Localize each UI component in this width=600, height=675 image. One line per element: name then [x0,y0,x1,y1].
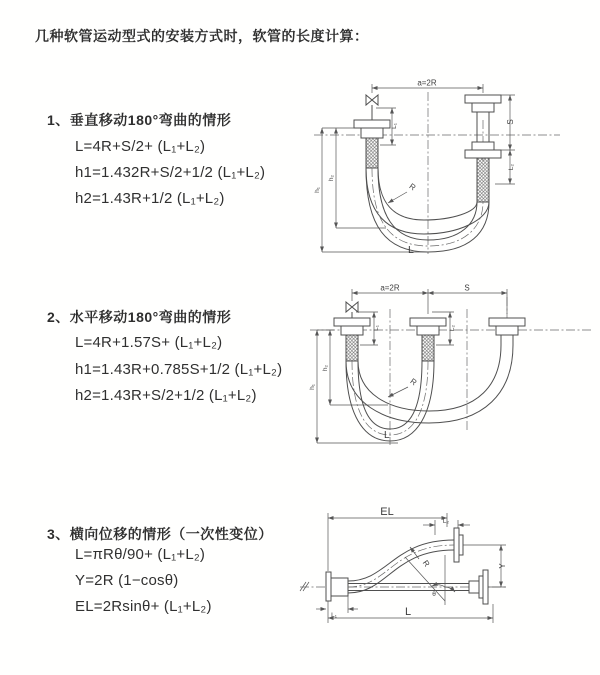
dim-label-r: R [408,376,419,388]
dim-label-y: Y [498,563,507,569]
section-3-formula-Y: Y=2R (1−cosθ) [75,572,179,589]
valve-icon [366,95,378,120]
hose-braid [366,138,378,168]
dim-label-h2: h₂ [328,174,335,182]
section-1-heading: 1、垂直移动180°弯曲的情形 [47,112,232,128]
hose-u-curves [366,168,489,252]
section-2-formula-L: L=4R+1.57S+ (L₁+L₂) [75,334,223,351]
dim-label-h2: h₂ [322,364,329,372]
break-mark [300,582,309,591]
dimension-l [328,601,493,623]
hose-braid [346,335,358,361]
section-1-formula-h2: h2=1.43R+1/2 (L₁+L₂) [75,190,225,207]
page-title: 几种软管运动型式的安装方式时，软管的长度计算： [35,28,369,44]
upper-right-flange [454,528,463,562]
dim-label-a2r: a=2R [380,283,400,293]
section-3-formula-EL: EL=2Rsinθ+ (L₁+L₂) [75,598,212,615]
diagram-lateral-displacement [292,497,530,649]
valve-icon [346,302,358,318]
dimension-a2r [372,79,483,94]
dimension-a2r [352,284,507,315]
radius-callout [388,182,418,203]
lower-right-flange [469,570,488,604]
dim-label-el: EL [380,506,394,518]
centerlines [314,92,560,254]
section-2-formula-h2: h2=1.43R+S/2+1/2 (L₁+L₂) [75,387,257,404]
section-3-formula-L: L=πRθ/90+ (L₁+L₂) [75,546,206,563]
diagram-horizontal-180-bend [306,281,598,457]
dim-label-l1: L₁ [331,612,337,619]
right-pipe-flange [465,95,501,202]
left-flange [326,572,348,601]
middle-pipe-flange [410,318,446,361]
dim-label-s: S [506,119,515,125]
dimension-l2 [423,518,470,535]
dimension-s [501,95,515,150]
dim-label-l: L [408,244,414,256]
diagram-vertical-180-bend [310,76,582,260]
dim-label-s: S [464,283,470,293]
dim-label-r: R [407,181,418,193]
dimension-s [428,284,507,294]
left-pipe-flange [354,120,390,168]
section-3-heading: 3、横向位移的情形（一次性变位） [47,526,273,542]
dim-label-h1: h₁ [314,187,321,193]
dim-label-l2: L₂ [442,518,450,525]
section-1-formula-h1: h1=1.432R+S/2+1/2 (L₁+L₂) [75,164,266,181]
section-2-formula-h1: h1=1.43R+0.785S+1/2 (L₁+L₂) [75,361,283,378]
section-2-heading: 2、水平移动180°弯曲的情形 [47,309,232,325]
hose-braid [477,158,489,202]
dim-label-a2r: a=2R [417,78,437,88]
hose-braid [422,335,434,361]
dim-label-h1: h₁ [309,384,316,390]
dim-label-r: R [420,558,432,569]
dim-label-theta: θ [432,591,436,598]
dim-label-l: L [404,606,412,618]
dim-label-l1: L₁ [373,325,380,331]
dim-label-l2: L₂ [508,163,515,171]
dim-label-l1: L₁ [391,123,398,129]
dim-label-l: L [384,430,390,441]
dim-label-l2: L₂ [449,324,456,332]
right-pipe-flange [489,318,525,345]
radius-callout [388,377,419,397]
left-pipe-flange [334,318,370,361]
section-1-formula-L: L=4R+S/2+ (L₁+L₂) [75,138,206,155]
dimension-l1 [316,596,358,619]
